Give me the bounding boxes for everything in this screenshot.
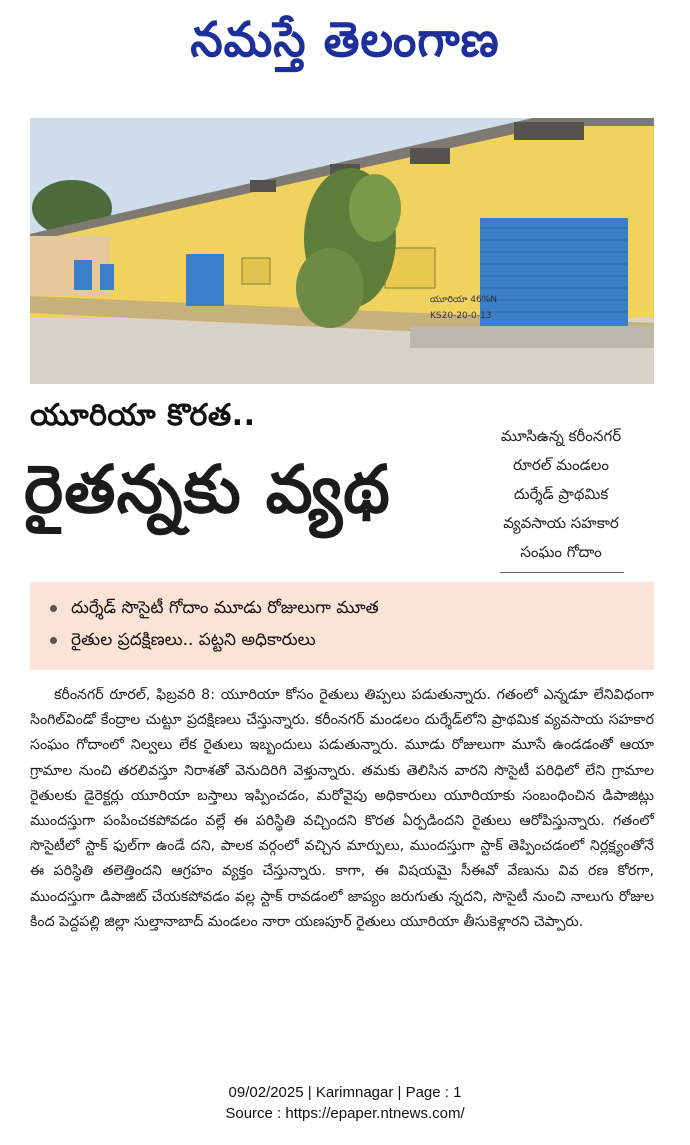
warehouse-photo (30, 118, 654, 384)
highlight-item (50, 592, 654, 624)
photo-caption (486, 422, 636, 567)
page-footer (0, 1082, 690, 1124)
caption-line: రూరల్ మండలం (512, 456, 610, 474)
caption-line: వ్యవసాయ సహకార (503, 514, 619, 532)
caption-line: మూసిఉన్న కరీంనగర్ (500, 427, 622, 445)
caption-line: సంఘం గోదాం (520, 543, 602, 561)
highlight-text: దుర్శేడ్ సొసైటీ గోదాం మూడు రోజులుగా మూత (71, 598, 379, 618)
caption-divider (500, 572, 624, 573)
caption-line: దుర్శేడ్ ప్రాథమిక (513, 485, 609, 503)
photo-sign-1: యూరియా 46%N (430, 295, 497, 305)
masthead-title: నమస్తే తెలంగాణ (190, 10, 500, 68)
highlight-text: రైతుల ప్రదక్షిణలు.. పట్టని అధికారులు (71, 630, 316, 650)
news-photo (30, 118, 654, 384)
footer-source-link[interactable]: Source : https://epaper.ntnews.com/ (225, 1105, 465, 1122)
highlights-box (30, 582, 654, 670)
bullet-icon (50, 637, 57, 644)
headline-kicker: యూరియా కొరత.. (30, 398, 256, 433)
newspaper-masthead (0, 4, 690, 74)
bullet-icon (50, 605, 57, 612)
highlight-item (50, 624, 654, 656)
photo-sign-2: KS20-20-0-13 (430, 311, 492, 321)
article-body: కరీంనగర్ రూరల్, ఫిబ్రవరి 8: యూరియా కోసం రైతులు తిప్పలు పడుతున్నారు. గతంలో ఎన్నడూ లేనివిధంగా సింగిల్‌విండో కేంద్రాల చుట్టూ ప్రదక్షిణలు చేస్తున్నారు. కరీంనగర్ మండలం దుర్శేడ్‌లోని ప్రాథమిక వ్యవసాయ సహకార సంఘం గోదాంలో నిల్వలు లేక రైతులు ఇబ్బందులు పడుతున్నారు. మూడు రోజులుగా మూసే ఉండడంతో ఆయా గ్రామాల నుంచి తరలివస్తూ నిరాశతో వెనుదిరిగి వెళ్తున్నారు. తమకు తెలిసిన వారని సొసైటీ పరిధిలో లేని గ్రామాల రైతులకు డైరెక్టర్లు యూరియా బస్తాలు ఇప్పించడం, మరోవైపు అధికారులు యూరియాకు సంబంధించిన డిపాజిట్లు ముందస్తుగా పంపించకపోవడం వల్లే ఈ పరిస్థితి వచ్చిందని కొరత ఏర్పడిందని రైతులు ఆరోపిస్తున్నారు. గతంలో సొసైటీలో స్టాక్ ఫుల్‌గా ఉండే దని, పాలక వర్గంలో వచ్చిన మార్పులు, ముందస్తుగా స్టాక్ తెప్పించడంలో నిర్లక్ష్యంతోనే ఈ పరిస్థితి తలెత్తిందని ఆగ్రహం వ్యక్తం చేస్తున్నారు. కాగా, ఈ విషయమై సీఈవో వేణును వివ రణ కోరగా, ముందస్తుగా డిపాజిట్ చేయకపోవడం వల్ల స్టాక్ రావడంలో జాప్యం జరుగుతు న్నదని, సొసైటీ నుంచి నాలుగు రోజుల కింద పెద్దపల్లి జిల్లా సుల్తానాబాద్ మండలం నారా యణపూర్ రైతులు యూరియా తీసుకెళ్లారని చెప్పారు. (30, 687, 654, 930)
footer-edition: 09/02/2025 | Karimnagar | Page : 1 (228, 1084, 462, 1101)
headline-main: రైతన్నకు వ్యథ (24, 451, 391, 528)
